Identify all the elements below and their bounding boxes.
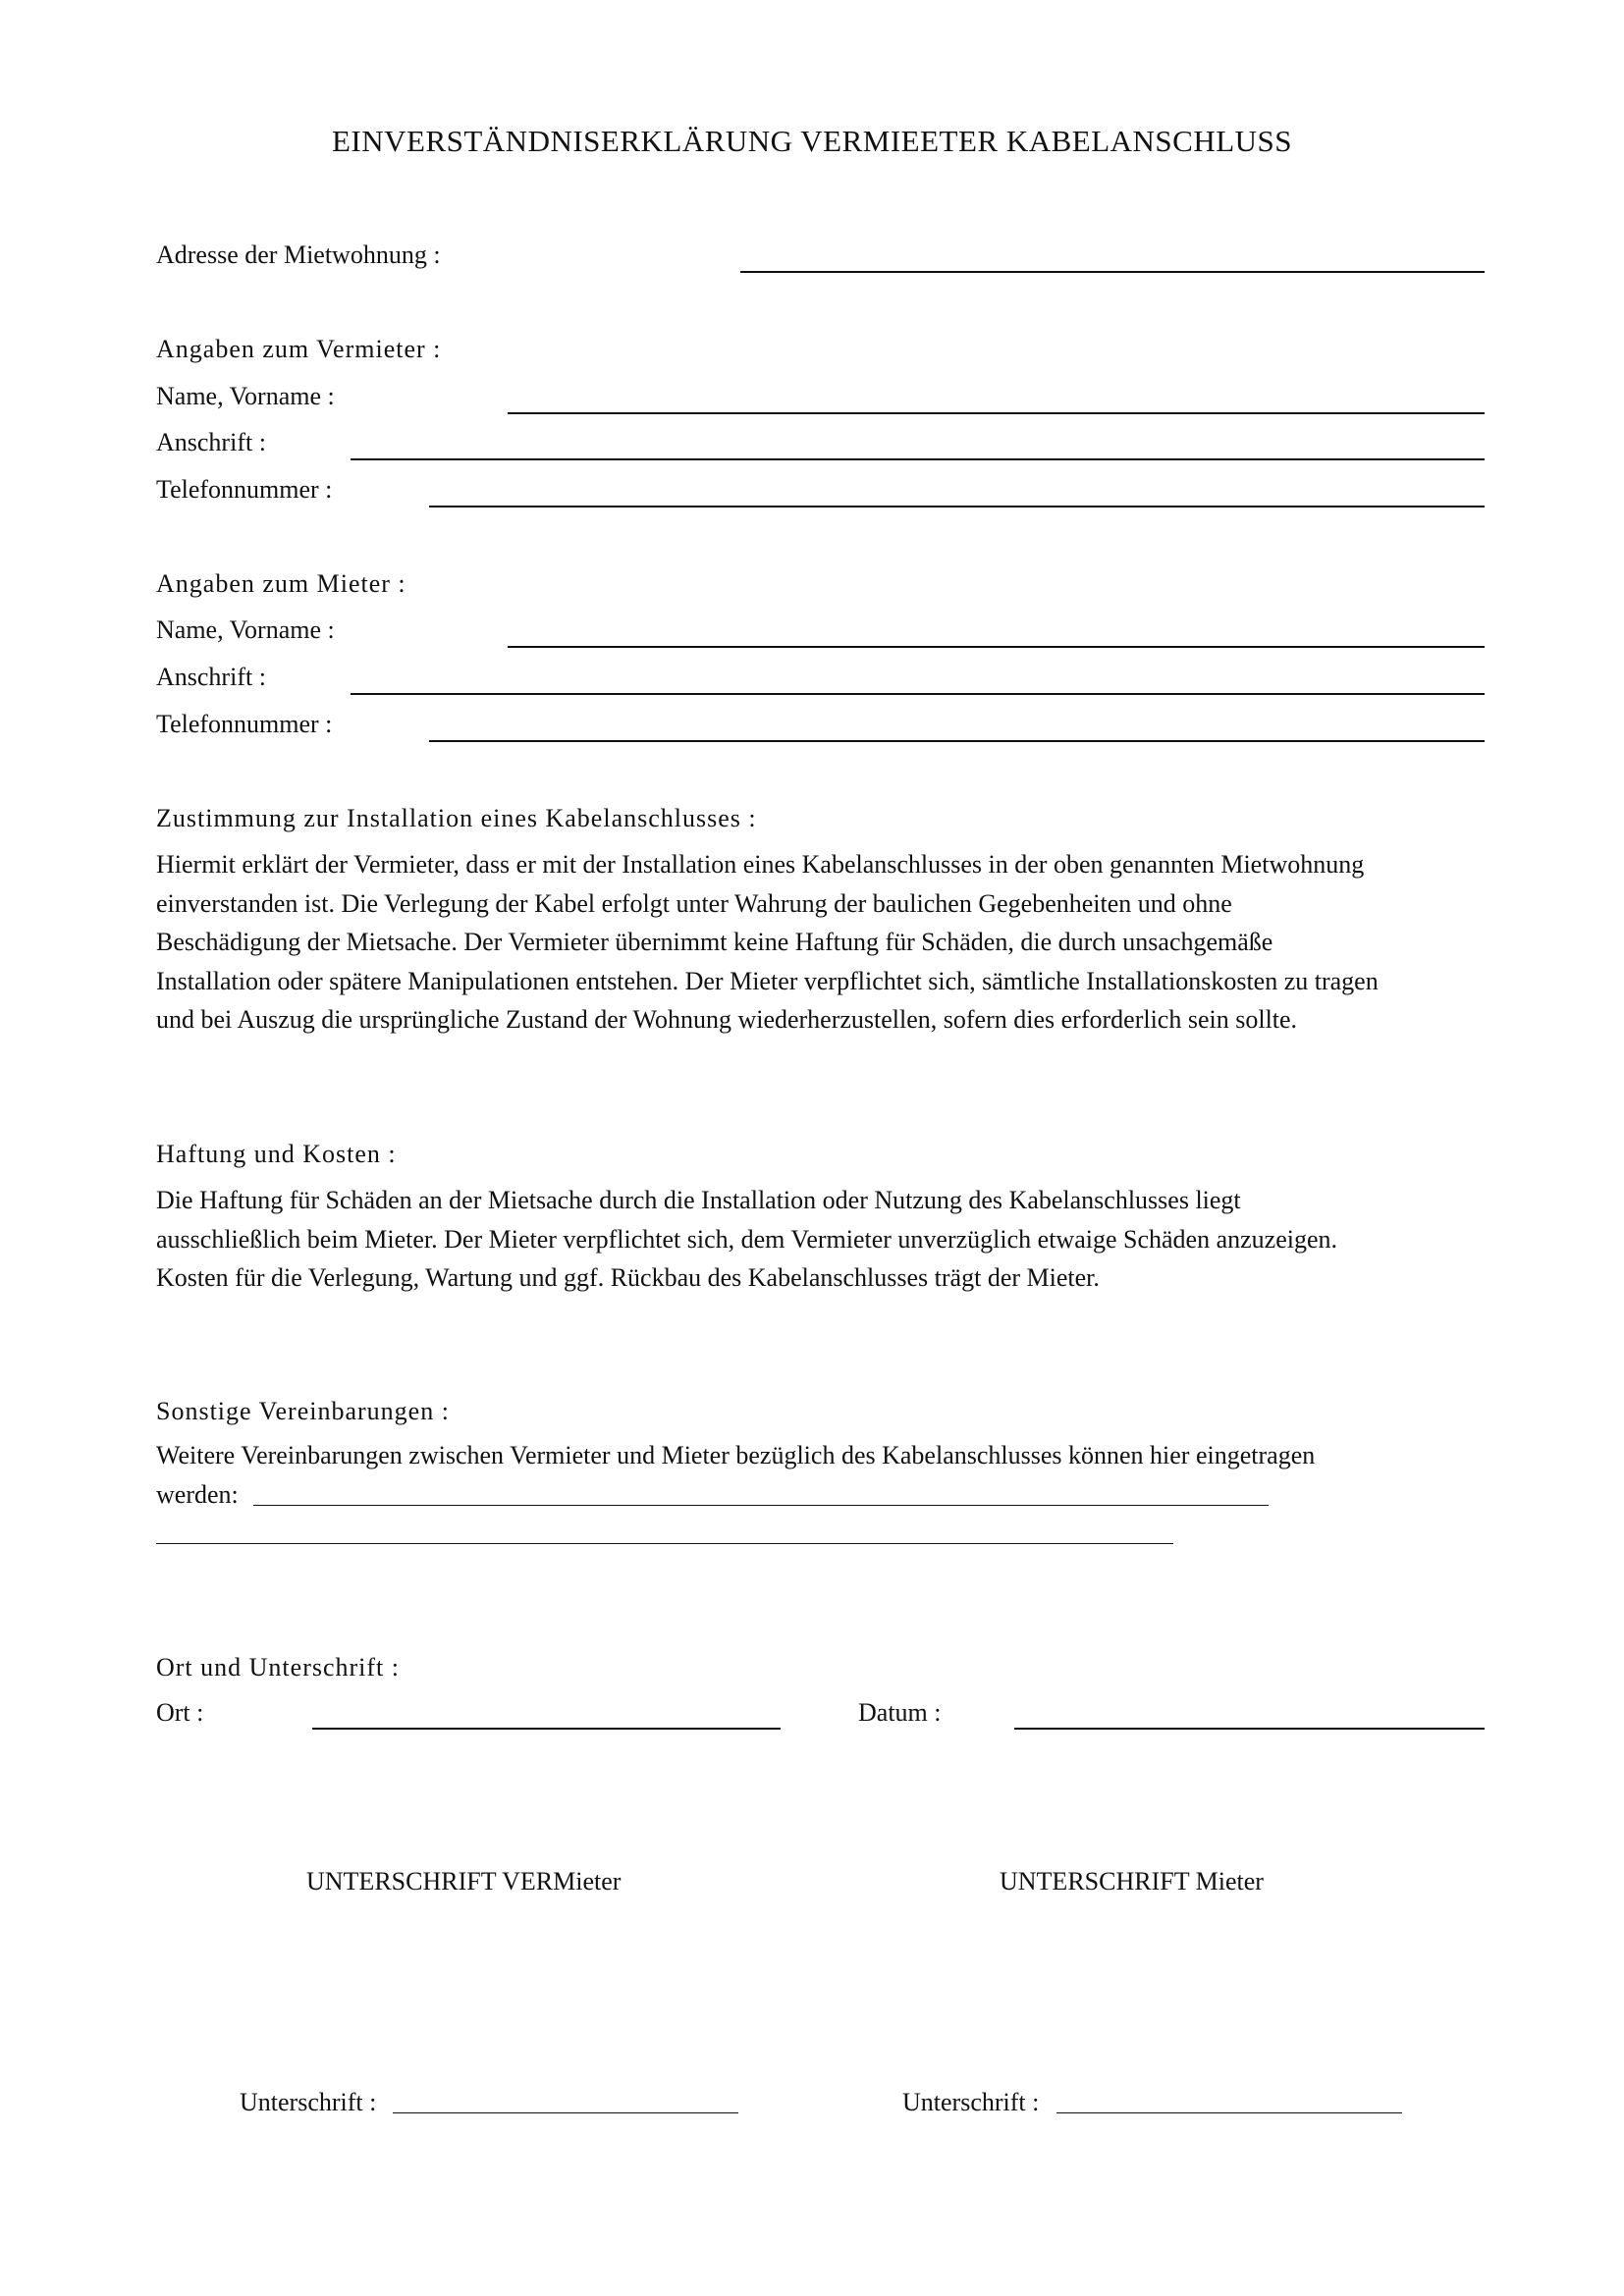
other-agreements-heading: Sonstige Vereinbarungen :	[156, 1397, 450, 1425]
consent-line: Installation oder spätere Manipulationen entstehen. Der Mieter verpflichtet sich, sämtliche Installationskosten zu tragen	[156, 966, 1379, 995]
other-agreements-text: Weitere Vereinbarungen zwischen Vermieter und Mieter bezüglich des Kabelanschlusses können hier eingetragen	[156, 1441, 1316, 1469]
tenant-phone-label: Telefonnummer :	[156, 710, 333, 738]
place-label: Ort :	[156, 1698, 204, 1727]
consent-paragraph	[156, 845, 1482, 1040]
consent-line: einverstanden ist. Die Verlegung der Kabel erfolgt unter Wahrung der baulichen Gegebenheiten und ohne	[156, 888, 1232, 918]
tenant-name-label: Name, Vorname :	[156, 615, 335, 644]
consent-line: Beschädigung der Mietsache. Der Vermieter übernimmt keine Haftung für Schäden, die durch unsachgemäße	[156, 928, 1273, 956]
tenant-signature-label: Unterschrift :	[902, 2088, 1040, 2116]
place-signature-heading: Ort und Unterschrift :	[156, 1653, 401, 1682]
tenant-signature-heading: UNTERSCHRIFT Mieter	[1000, 1867, 1264, 1896]
liability-paragraph	[156, 1181, 1482, 1298]
other-agreements-field-2[interactable]	[156, 1543, 1173, 1544]
tenant-section-heading: Angaben zum Mieter :	[156, 569, 406, 598]
place-field[interactable]	[312, 1728, 781, 1730]
landlord-signature-heading: UNTERSCHRIFT VERMieter	[306, 1867, 622, 1896]
other-agreements-field-1[interactable]	[253, 1505, 1269, 1506]
landlord-phone-field[interactable]	[429, 506, 1485, 507]
consent-section-heading: Zustimmung zur Installation eines Kabelanschlusses :	[156, 804, 757, 832]
landlord-section-heading: Angaben zum Vermieter :	[156, 335, 442, 363]
consent-line: Hiermit erklärt der Vermieter, dass er mit der Installation eines Kabelanschlusses in der oben genannten Mietwohnung	[156, 850, 1365, 879]
tenant-signature-field[interactable]	[1056, 2112, 1402, 2113]
landlord-signature-field[interactable]	[393, 2112, 738, 2113]
rental-address-label: Adresse der Mietwohnung :	[156, 240, 441, 269]
date-field[interactable]	[1014, 1728, 1485, 1730]
consent-line: und bei Auszug die ursprüngliche Zustand der Wohnung wiederherzustellen, sofern dies erforderlich sein sollte.	[156, 1005, 1298, 1034]
liability-line: Kosten für die Verlegung, Wartung und ggf. Rückbau des Kabelanschlusses trägt der Mieter.	[156, 1263, 1100, 1292]
landlord-address-field[interactable]	[351, 458, 1485, 460]
tenant-address-field[interactable]	[351, 693, 1485, 695]
date-label: Datum :	[858, 1698, 942, 1727]
landlord-signature-label: Unterschrift :	[240, 2088, 377, 2116]
tenant-name-field[interactable]	[508, 646, 1485, 648]
landlord-address-label: Anschrift :	[156, 428, 266, 456]
page-title: EINVERSTÄNDNISERKLÄRUNG VERMIEETER KABELANSCHLUSS	[331, 124, 1293, 158]
tenant-address-label: Anschrift :	[156, 663, 266, 691]
rental-address-field[interactable]	[740, 271, 1485, 273]
other-agreements-prefix: werden:	[156, 1480, 239, 1509]
landlord-phone-label: Telefonnummer :	[156, 475, 333, 504]
landlord-name-field[interactable]	[508, 412, 1485, 414]
landlord-name-label: Name, Vorname :	[156, 382, 335, 410]
liability-line: Die Haftung für Schäden an der Mietsache durch die Installation oder Nutzung des Kabelanschlusses liegt	[156, 1186, 1241, 1214]
liability-section-heading: Haftung und Kosten :	[156, 1140, 397, 1168]
liability-line: ausschließlich beim Mieter. Der Mieter verpflichtet sich, dem Vermieter unverzüglich etwaige Schäden anzuzeigen.	[156, 1224, 1338, 1254]
tenant-phone-field[interactable]	[429, 740, 1485, 742]
